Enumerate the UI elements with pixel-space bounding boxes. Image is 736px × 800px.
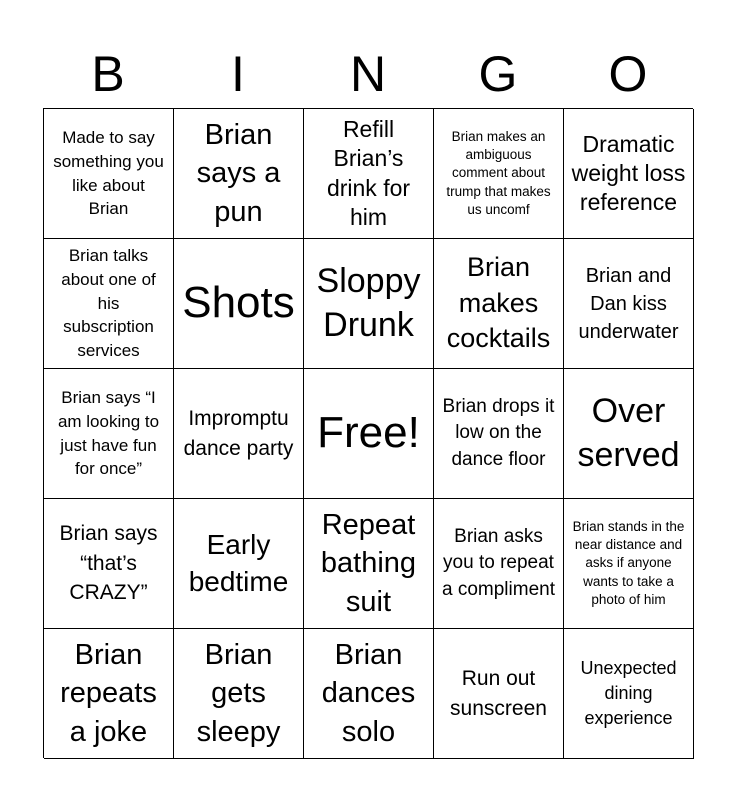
bingo-cell[interactable] <box>434 499 564 629</box>
cell-text: Free! <box>317 408 420 458</box>
cell-text: Brian gets sleepy <box>196 639 281 748</box>
cell-text: Brian asks you to repeat a compliment <box>442 525 555 600</box>
cell-text: Brian says a pun <box>196 119 281 228</box>
cell-text: Brian stands in the near distance and asks if anyone wants to take a photo of him <box>572 518 685 607</box>
cell-text: Brian makes an ambiguous comment about trump that makes us uncomf <box>446 128 551 217</box>
cell-text: Sloppy Drunk <box>316 261 421 344</box>
bingo-cell[interactable] <box>434 629 564 759</box>
cell-text: Shots <box>182 278 295 328</box>
bingo-cell[interactable] <box>44 629 174 759</box>
header-letter-g: G <box>478 46 518 102</box>
bingo-cell[interactable] <box>564 239 694 369</box>
cell-text: Run out sunscreen <box>450 667 547 720</box>
cell-text: Refill Brian’s drink for him <box>326 116 411 230</box>
bingo-cell[interactable] <box>304 239 434 369</box>
bingo-cell[interactable] <box>564 499 694 629</box>
bingo-cell[interactable] <box>434 369 564 499</box>
cell-text: Brian repeats a joke <box>60 639 157 748</box>
cell-text: Brian says “that’s CRAZY” <box>59 522 158 605</box>
cell-text: Brian talks about one of his subscription services <box>61 246 156 361</box>
bingo-cell[interactable] <box>174 109 304 239</box>
bingo-cell[interactable] <box>304 369 434 499</box>
cell-text: Brian says “I am looking to just have fun for once” <box>57 387 160 479</box>
bingo-cell[interactable] <box>174 239 304 369</box>
bingo-cell[interactable] <box>304 109 434 239</box>
bingo-cell[interactable] <box>564 109 694 239</box>
bingo-cell[interactable] <box>434 239 564 369</box>
cell-text: Repeat bathing suit <box>320 509 417 618</box>
bingo-grid <box>43 108 693 758</box>
cell-text: Over served <box>577 391 680 474</box>
cell-text: Brian dances solo <box>321 639 416 748</box>
bingo-cell[interactable] <box>174 369 304 499</box>
bingo-cell[interactable] <box>44 499 174 629</box>
header-letter-b: B <box>91 46 125 102</box>
cell-text: Brian makes cocktails <box>446 252 551 354</box>
cell-text: Unexpected dining experience <box>580 657 677 729</box>
bingo-header <box>43 40 693 108</box>
bingo-cell[interactable] <box>44 109 174 239</box>
header-letter-n: N <box>349 46 387 102</box>
bingo-cell[interactable] <box>434 109 564 239</box>
bingo-cell[interactable] <box>174 499 304 629</box>
bingo-cell[interactable] <box>304 499 434 629</box>
header-letter-i: I <box>231 46 245 102</box>
cell-text: Early bedtime <box>188 528 289 597</box>
bingo-cell[interactable] <box>174 629 304 759</box>
header-letter-o: O <box>608 46 648 102</box>
cell-text: Brian drops it low on the dance floor <box>442 395 555 470</box>
bingo-cell[interactable] <box>44 239 174 369</box>
cell-text: Impromptu dance party <box>183 407 294 460</box>
bingo-cell[interactable] <box>564 369 694 499</box>
cell-text: Made to say something you like about Brian <box>53 127 164 219</box>
bingo-cell[interactable] <box>564 629 694 759</box>
bingo-cell[interactable] <box>44 369 174 499</box>
cell-text: Dramatic weight loss reference <box>571 130 686 216</box>
cell-text: Brian and Dan kiss underwater <box>578 264 679 343</box>
bingo-cell[interactable] <box>304 629 434 759</box>
